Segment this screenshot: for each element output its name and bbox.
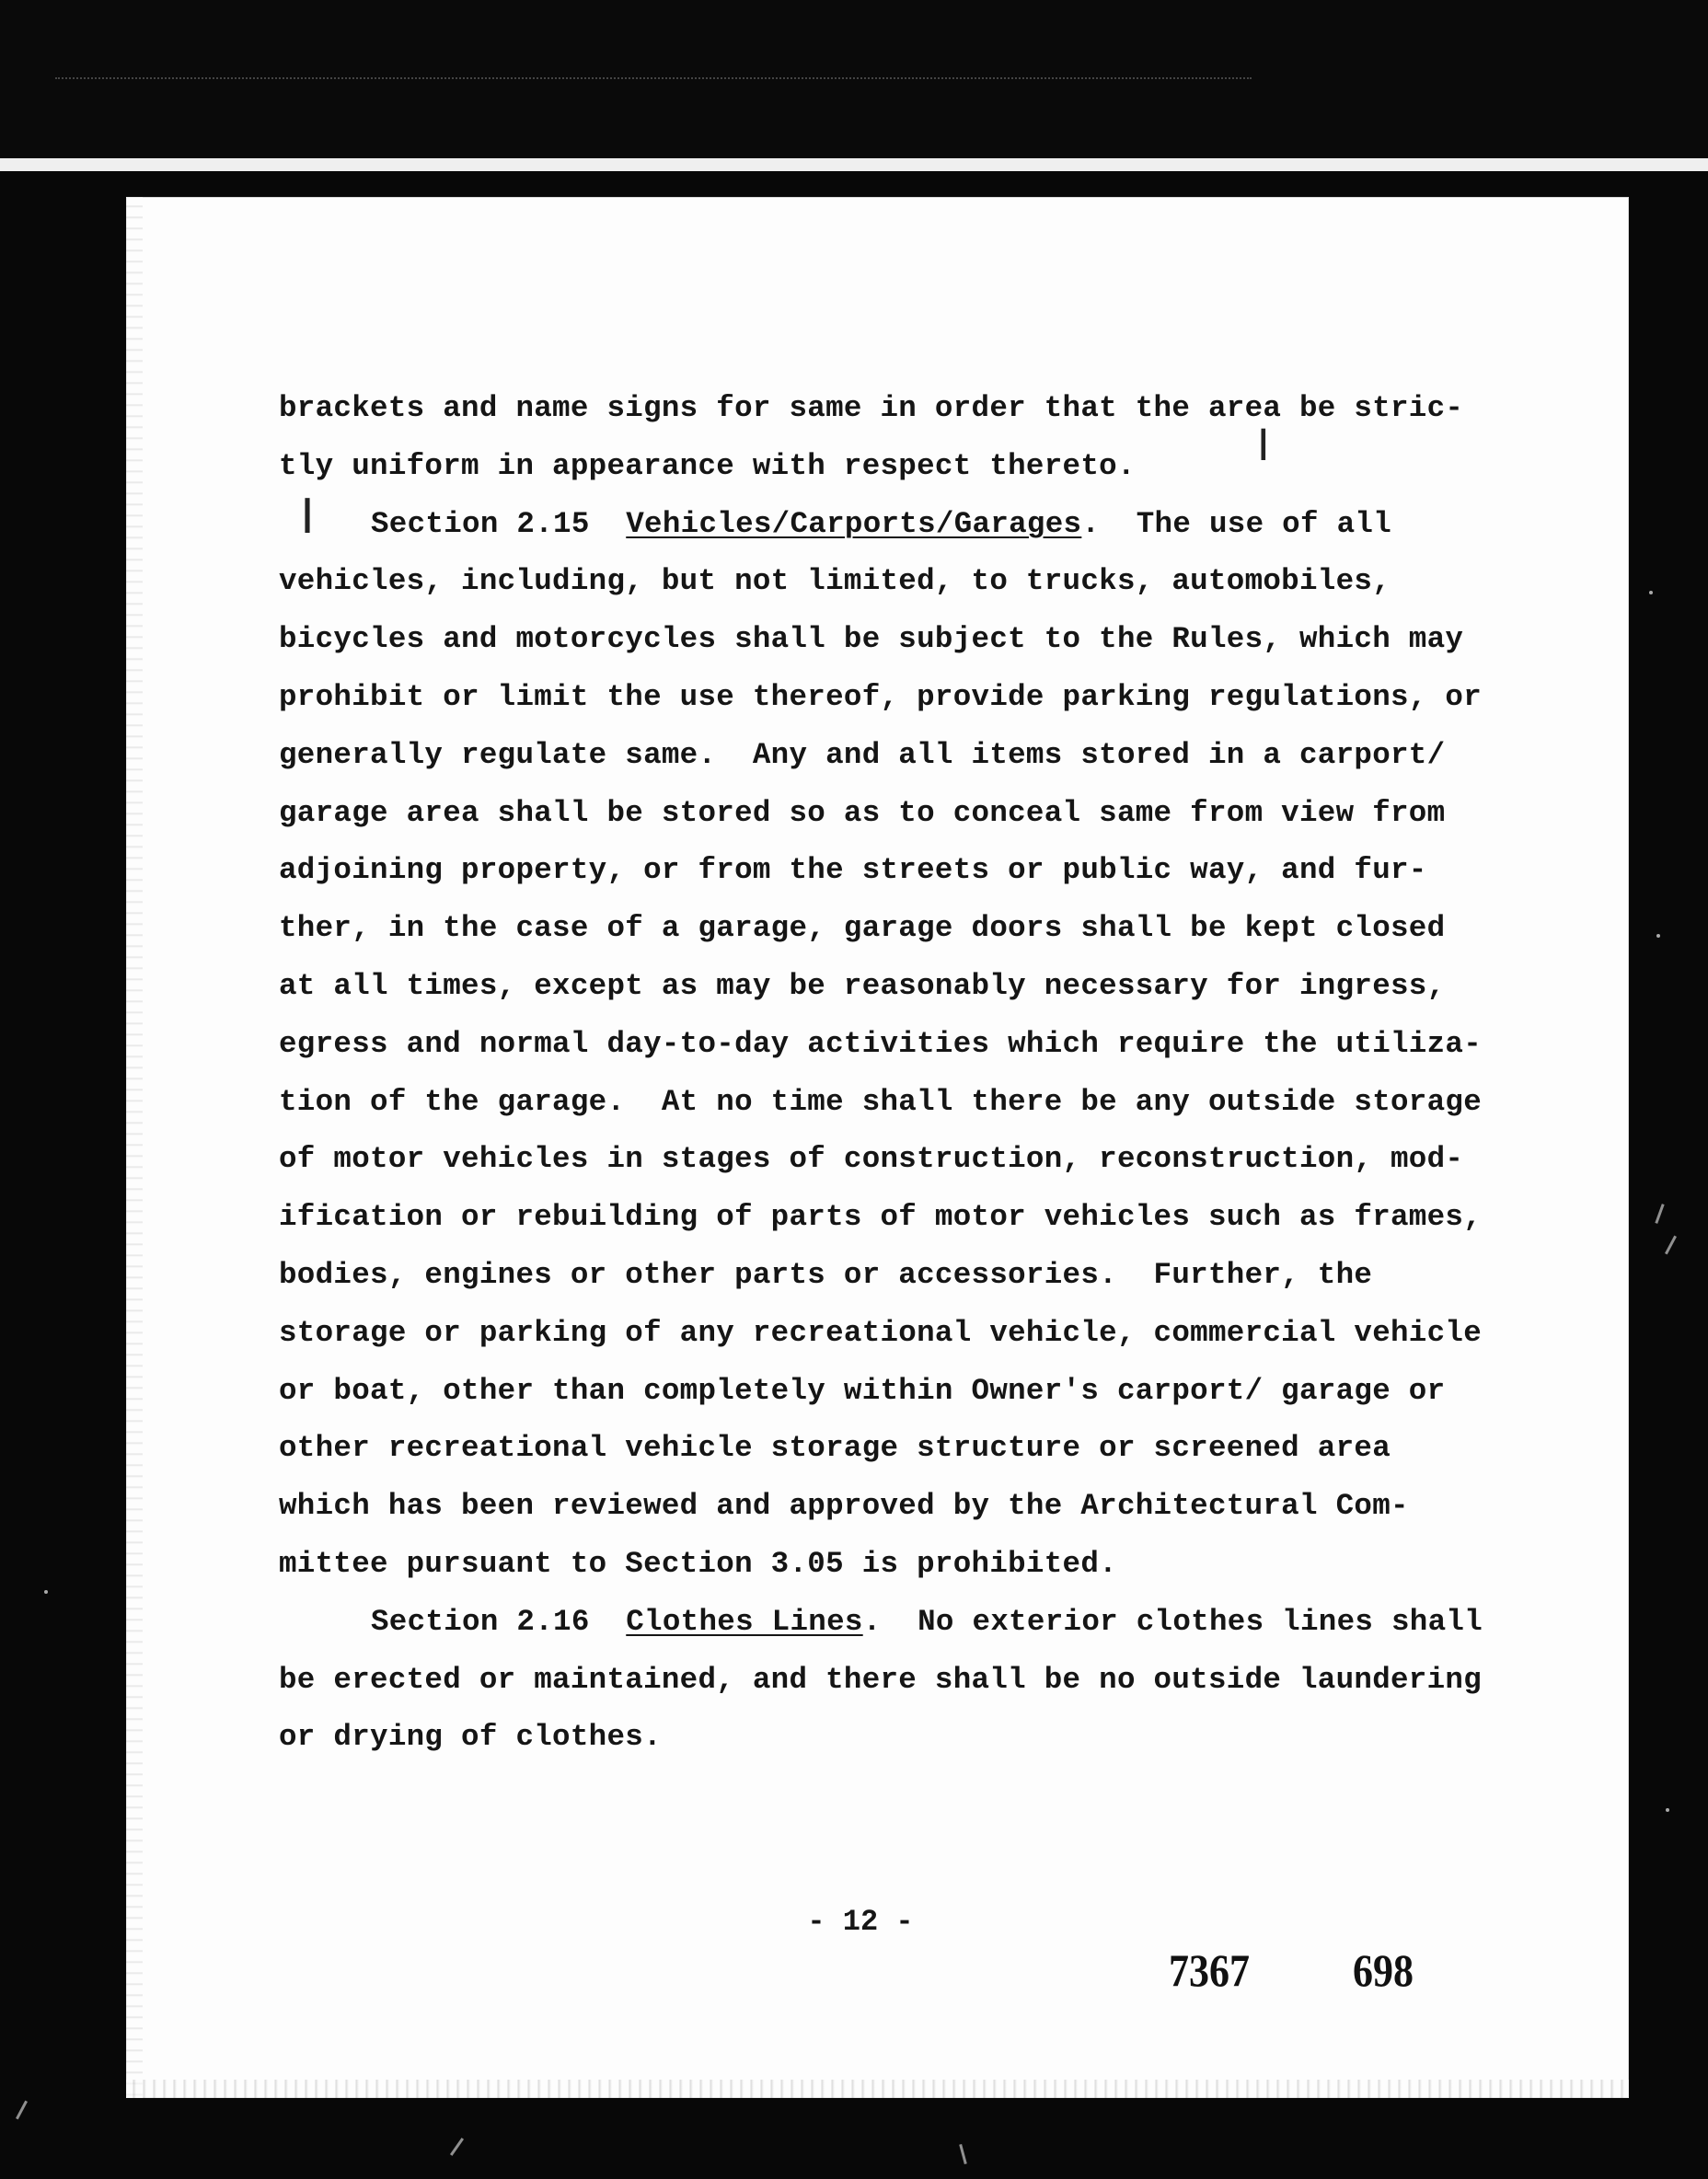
text-line: prohibit or limit the use thereof, provide parking regulations, or — [279, 679, 1483, 714]
text-line: storage or parking of any recreational vehicle, commercial vehicle — [279, 1315, 1483, 1350]
page-body — [279, 380, 1483, 1767]
text-line: tly uniform in appearance with respect thereto. — [279, 448, 1136, 483]
text-line: be erected or maintained, and there shall be no outside laundering — [279, 1662, 1483, 1697]
section-2-15-heading-line — [279, 496, 1475, 554]
text-line: or drying of clothes. — [279, 1720, 662, 1755]
text-line: of motor vehicles in stages of construction, reconstruction, mod- — [279, 1142, 1464, 1177]
text-line: mittee pursuant to Section 3.05 is prohibited. — [279, 1546, 1117, 1581]
section-2-16-heading-line — [279, 1594, 1483, 1652]
section-number: Section 2.16 — [371, 1604, 590, 1639]
scan-top-rule — [0, 158, 1708, 171]
text-line: other recreational vehicle storage structure or screened area — [279, 1431, 1391, 1466]
margin-mark: | — [1253, 425, 1274, 463]
scan-artifact — [1665, 1236, 1677, 1255]
bates-stamp-right: 698 — [1353, 1944, 1414, 1996]
text-line: egress and normal day-to-day activities which require the utiliza- — [279, 1026, 1483, 1061]
text-line: bodies, engines or other parts or accessories. Further, the — [279, 1257, 1373, 1292]
page-number: - 12 - — [807, 1905, 914, 1939]
section-title: Vehicles/Carports/Garages — [626, 506, 1082, 541]
bates-stamp-left: 7367 — [1169, 1944, 1250, 1996]
scan-artifact — [1649, 591, 1653, 594]
page-bottom-noise — [126, 2080, 1629, 2098]
section-heading-tail: . No exterior clothes lines shall — [862, 1604, 1483, 1639]
scan-noise — [55, 77, 1252, 82]
text-line: which has been reviewed and approved by the Architectural Com- — [279, 1489, 1409, 1524]
scan-artifact — [959, 2144, 967, 2164]
section-heading-tail: . The use of all — [1081, 506, 1391, 541]
text-line: ther, in the case of a garage, garage doors shall be kept closed — [279, 911, 1446, 946]
text-line: adjoining property, or from the streets or public way, and fur- — [279, 853, 1427, 888]
scan-artifact — [1666, 1808, 1669, 1812]
scan-artifact — [450, 2138, 464, 2156]
text-line: or boat, other than completely within Owner's carport/ garage or — [279, 1373, 1446, 1408]
text-line: brackets and name signs for same in order that the area be stric- — [279, 391, 1464, 425]
section-number: Section 2.15 — [371, 506, 590, 541]
scan-artifact — [16, 2101, 28, 2120]
scan-artifact — [1656, 934, 1660, 938]
scan-artifact — [44, 1590, 48, 1594]
scan-artifact — [1655, 1204, 1664, 1224]
text-line: garage area shall be stored so as to conceal same from view from — [279, 795, 1446, 830]
page-edge-noise — [126, 197, 143, 2098]
section-title: Clothes Lines — [626, 1604, 863, 1639]
margin-mark: | — [296, 495, 319, 536]
text-line: ification or rebuilding of parts of motor vehicles such as frames, — [279, 1200, 1483, 1235]
text-line: vehicles, including, but not limited, to trucks, automobiles, — [279, 564, 1391, 599]
text-line: bicycles and motorcycles shall be subject to the Rules, which may — [279, 622, 1464, 657]
text-line: at all times, except as may be reasonably necessary for ingress, — [279, 968, 1446, 1003]
text-line: tion of the garage. At no time shall there be any outside storage — [279, 1084, 1483, 1119]
text-line: generally regulate same. Any and all items stored in a carport/ — [279, 737, 1446, 772]
